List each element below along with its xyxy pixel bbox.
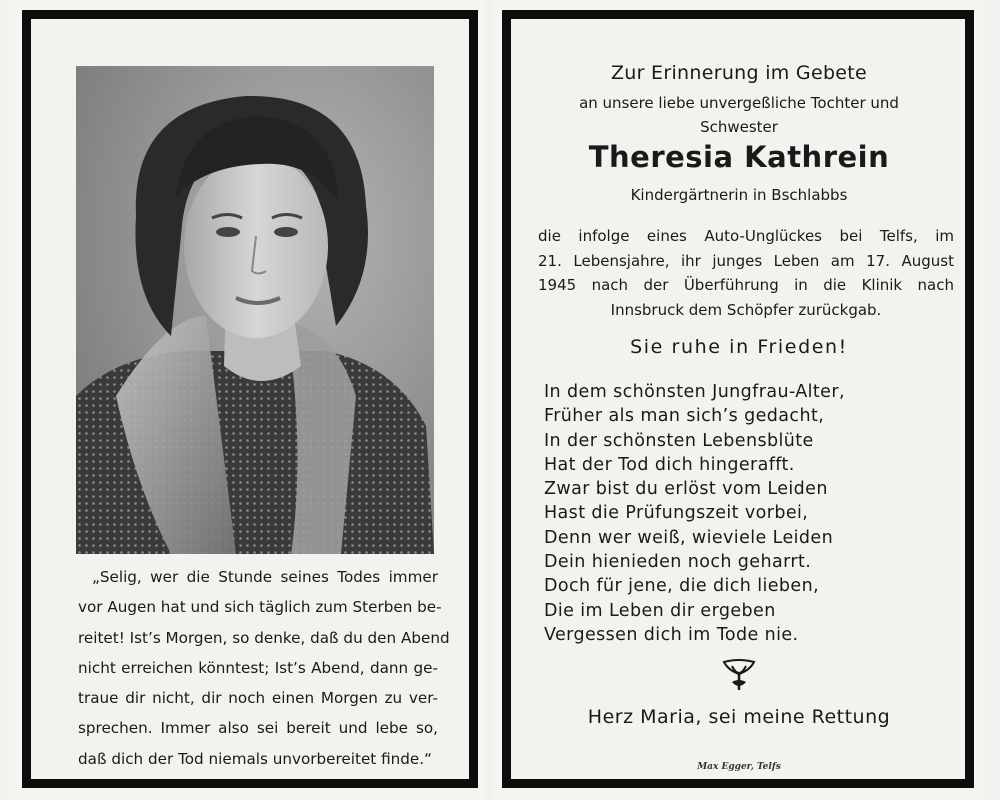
quote-line: nicht erreichen könntest; Ist’s Abend, dann ge- (78, 658, 438, 677)
portrait-illustration (76, 66, 434, 554)
notice-line: 1945 nach der Überführung in die Klinik nach (538, 276, 954, 294)
quote-line: sprechen. Immer also sei bereit und lebe so, (78, 719, 438, 738)
printer-imprint: Max Egger, Telfs (697, 762, 781, 772)
notice-line: die infolge eines Auto-Unglückes bei Telfs, im (538, 227, 954, 245)
memorial-poem (544, 380, 845, 647)
poem-line: Hat der Tod dich hingerafft. (544, 454, 795, 475)
portrait-photo (76, 66, 434, 554)
right-card-panel (494, 0, 984, 800)
quote-line: traue dir nicht, dir noch einen Morgen zu ver- (78, 689, 438, 708)
notice-line: Innsbruck dem Schöpfer zurückgab. (610, 300, 882, 319)
poem-line: Denn wer weiß, wieviele Leiden (544, 527, 834, 548)
poem-line: In dem schönsten Jungfrau-Alter, (544, 382, 845, 402)
devotional-quote (78, 562, 450, 774)
notice-line: 21. Lebensjahre, ihr junges Leben am 17. August (538, 251, 954, 270)
poem-line: In der schönsten Lebensblüte (544, 430, 814, 451)
card-subheading-line1: an unsere liebe unvergeßliche Tochter und (579, 94, 899, 112)
poem-line: Hast die Prüfungszeit vorbei, (544, 503, 809, 524)
card-subheading-line2: Schwester (700, 118, 778, 136)
poem-line: Zwar bist du erlöst vom Leiden (544, 479, 828, 500)
death-notice (538, 224, 954, 322)
quote-line: reitet! Ist’s Morgen, so denke, daß du den Abend (78, 628, 450, 647)
floral-ornament-icon (720, 656, 758, 698)
quote-line: „Selig, wer die Stunde seines Todes immer (92, 568, 438, 586)
quote-line: vor Augen hat und sich täglich zum Sterben be- (78, 598, 442, 617)
poem-line: Doch für jene, die dich lieben, (544, 576, 820, 597)
left-card-panel (8, 0, 486, 800)
rest-in-peace: Sie ruhe in Frieden! (630, 336, 848, 358)
poem-line: Dein hienieden noch geharrt. (544, 552, 812, 573)
deceased-occupation: Kindergärtnerin in Bschlabbs (630, 186, 848, 204)
deceased-name: Theresia Kathrein (588, 140, 890, 174)
poem-line: Die im Leben dir ergeben (544, 600, 776, 621)
card-heading: Zur Erinnerung im Gebete (610, 62, 868, 84)
closing-prayer: Herz Maria, sei meine Rettung (587, 706, 891, 728)
poem-line: Vergessen dich im Tode nie. (544, 624, 799, 645)
poem-line: Früher als man sich’s gedacht, (544, 406, 825, 427)
quote-line: daß dich der Tod niemals unvorbereitet finde.“ (78, 749, 432, 768)
